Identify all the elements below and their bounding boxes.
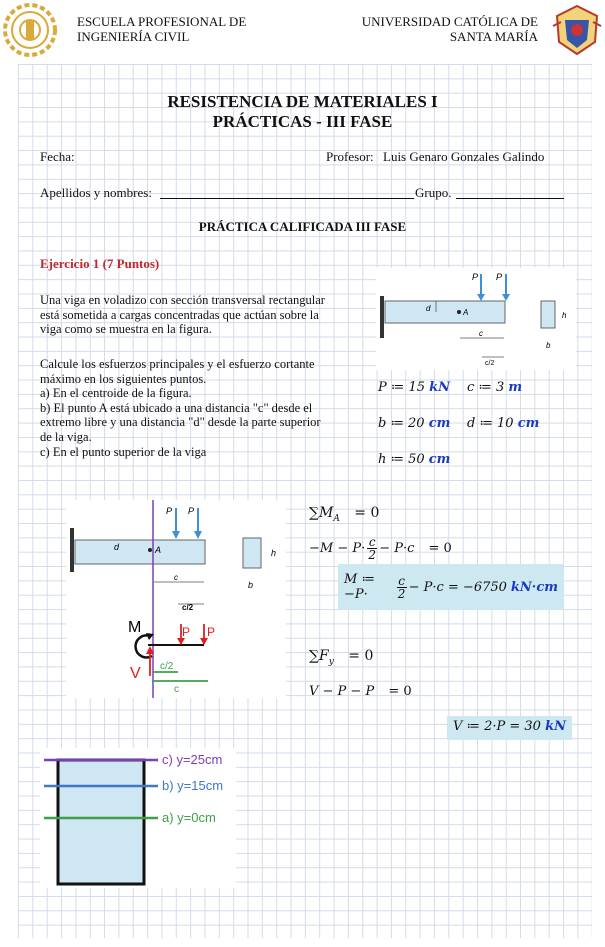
grupo-field[interactable] [456, 198, 564, 199]
exercise-heading: Ejercicio 1 (7 Puntos) [40, 256, 160, 271]
eq-shear-balance: V − P − P = 0 [309, 684, 412, 699]
school-name: ESCUELA PROFESIONAL DE INGENIERÍA CIVIL [77, 14, 247, 44]
eq-moment-balance: −M − P· c 2 − P·c = 0 [309, 535, 452, 562]
load-p1-label: P [472, 272, 479, 282]
svg-text:c/2: c/2 [182, 603, 194, 612]
moment-result-box: M ≔ −P· c 2 − P·c = −6750 kN·cm [338, 564, 564, 610]
svg-text:b: b [248, 580, 254, 590]
apellidos-field[interactable] [160, 198, 414, 199]
svg-text:d: d [114, 542, 120, 552]
eq-sum-forces: $\sum F_y = 0$ [309, 648, 374, 667]
svg-text:c: c [479, 329, 483, 338]
shear-result-box: V ≔ 2·P = 30 kN [447, 716, 572, 740]
moment-label: M [128, 619, 142, 636]
given-c: c ≔ 3 m [467, 380, 523, 395]
shear-label: V [130, 665, 141, 682]
university-crest [551, 2, 603, 58]
given-P: P ≔ 15 kN [378, 380, 451, 395]
svg-text:P: P [188, 506, 195, 516]
svg-text:c: c [174, 684, 179, 695]
svg-text:b: b [546, 341, 551, 350]
beam-figure-top [376, 268, 576, 370]
load-p2-label: P [496, 272, 503, 282]
university-name: UNIVERSIDAD CATÓLICA DE SANTA MARÍA [361, 14, 538, 44]
svg-text:P: P [166, 506, 173, 516]
given-b: b ≔ 20 cm [378, 416, 451, 431]
section-title: PRÁCTICA CALIFICADA III FASE [198, 219, 407, 234]
cross-section-figure [40, 748, 236, 888]
svg-text:h: h [562, 311, 567, 320]
svg-text:c: c [174, 573, 178, 582]
point-a-label: a) y=0cm [162, 810, 216, 825]
point-b-label: b) y=15cm [162, 778, 224, 793]
svg-text:A: A [155, 545, 162, 555]
grupo-label: Grupo. [415, 185, 452, 200]
exercise-intro: Una viga en voladizo con sección transversal rectangular está sometida a cargas concentradas que actúan sobre la viga como se muestra en la figura. [40, 293, 325, 337]
svg-text:A: A [463, 308, 469, 317]
point-c-label: c) y=25cm [162, 752, 223, 767]
profesor-name: Luis Genaro Gonzales Galindo [383, 149, 545, 164]
fecha-label: Fecha: [40, 149, 75, 164]
given-d: d ≔ 10 cm [467, 416, 540, 431]
school-logo [2, 2, 58, 58]
given-h: h ≔ 50 cm [378, 452, 451, 467]
svg-text:h: h [271, 548, 277, 558]
apellidos-label: Apellidos y nombres: [40, 185, 152, 200]
svg-text:c/2: c/2 [485, 360, 495, 367]
profesor-label: Profesor: [326, 149, 374, 164]
page-title: RESISTENCIA DE MATERIALES I [167, 92, 438, 111]
svg-text:c/2: c/2 [160, 661, 174, 672]
page-subtitle: PRÁCTICAS - III FASE [212, 112, 393, 131]
exercise-question: Calcule los esfuerzos principales y el esfuerzo cortante máximo en los siguientes puntos. a) En el centroide de la figura. b) El punto A está ubicado a una distancia "c" desde el extremo libre y una distancia "d" desde la parte superior de la viga. c) En el punto superior de la viga [40, 357, 321, 459]
free-body-diagram [66, 500, 286, 698]
svg-text:d: d [426, 304, 431, 313]
svg-text:P: P [207, 625, 216, 639]
eq-sum-moments: $\sum M_A = 0$ [309, 505, 380, 524]
svg-text:P: P [182, 625, 191, 639]
